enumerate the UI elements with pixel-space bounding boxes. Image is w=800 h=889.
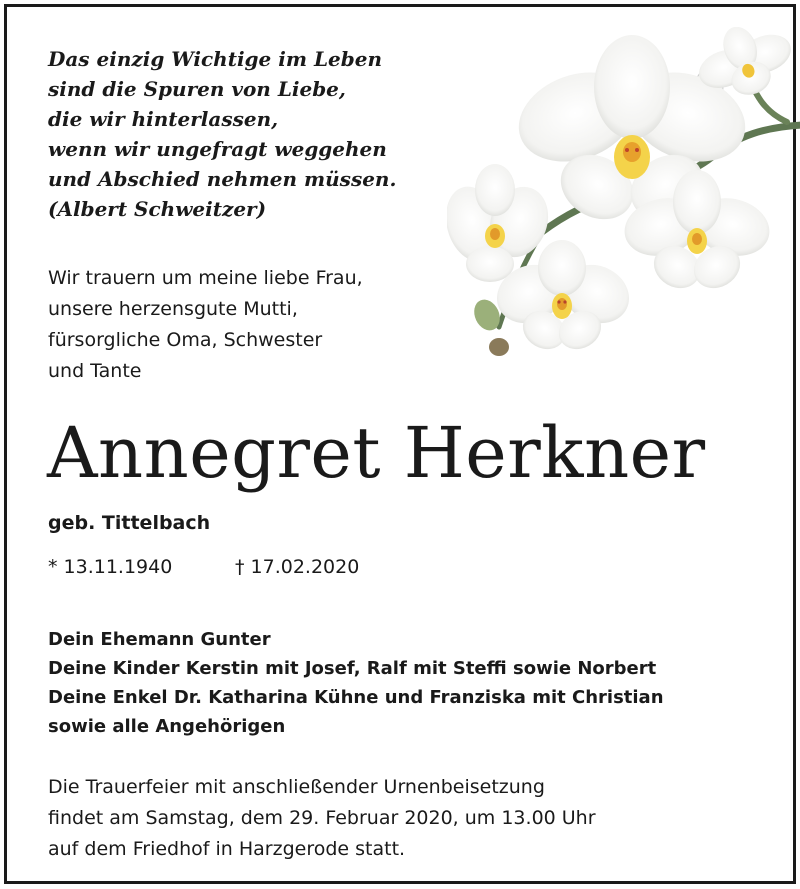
quote-line: und Abschied nehmen müssen. — [48, 167, 397, 191]
intro-line: Wir trauern um meine liebe Frau, — [48, 267, 363, 289]
quote-line: Das einzig Wichtige im Leben — [48, 47, 382, 71]
mourner-line: Dein Ehemann Gunter — [48, 629, 271, 650]
intro-line: fürsorgliche Oma, Schwester — [48, 329, 323, 351]
mourner-line: sowie alle Angehörigen — [48, 716, 286, 737]
obituary-frame — [4, 4, 796, 884]
intro-line: und Tante — [48, 360, 142, 382]
quote-block — [48, 44, 396, 224]
white-orchid-icon — [447, 27, 800, 367]
quote-line: die wir hinterlassen, — [48, 107, 279, 131]
funeral-service-info — [48, 772, 596, 865]
deceased-name: Annegret Herkner — [47, 412, 706, 494]
service-line: findet am Samstag, dem 29. Februar 2020, um 13.00 Uhr — [48, 807, 596, 829]
quote-line: sind die Spuren von Liebe, — [48, 77, 346, 101]
death-date: † 17.02.2020 — [235, 556, 360, 578]
service-line: auf dem Friedhof in Harzgerode statt. — [48, 838, 406, 860]
service-line: Die Trauerfeier mit anschließender Urnenbeisetzung — [48, 776, 545, 798]
mourner-line: Deine Enkel Dr. Katharina Kühne und Franziska mit Christian — [48, 687, 664, 708]
quote-line: wenn wir ungefragt weggehen — [48, 137, 387, 161]
mourner-line: Deine Kinder Kerstin mit Josef, Ralf mit Steffi sowie Norbert — [48, 658, 657, 679]
mourning-intro — [48, 263, 363, 387]
quote-author: (Albert Schweitzer) — [48, 197, 267, 221]
birth-date: * 13.11.1940 — [48, 556, 173, 578]
mourners-list — [48, 625, 664, 741]
intro-line: unsere herzensgute Mutti, — [48, 298, 298, 320]
maiden-name: geb. Tittelbach — [48, 512, 211, 534]
